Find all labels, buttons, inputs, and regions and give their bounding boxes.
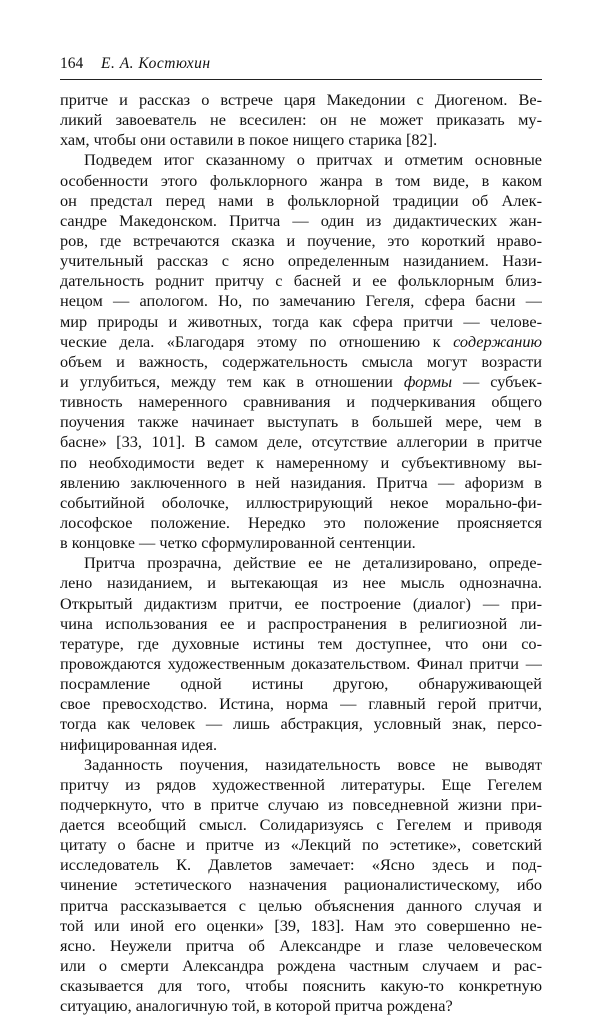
text-line: хам, чтобы они оставили в покое нищего старика [82]. — [60, 130, 438, 150]
text-line: или о смерти Александра рождена частным случаем и рас- — [60, 956, 542, 976]
text-line: ческие дела. «Благодаря этому по отношению к содержанию — [60, 331, 542, 351]
text-line: притче и рассказ о встрече царя Македонии с Диогеном. Ве- — [60, 90, 542, 109]
header-rule — [60, 79, 542, 80]
text-line: и углубиться, между тем как в отношении формы — субъек- — [60, 371, 542, 391]
text-line: тературе, где духовные истины тем доступнее, что они со- — [60, 633, 542, 653]
text-line: поучения также начинает выступать в большей мере, чем в — [60, 412, 542, 432]
paragraph — [60, 90, 542, 150]
text-line: притчу из рядов художественной литературы. Еще Гегелем — [60, 774, 542, 794]
page-number: 164 — [60, 55, 84, 72]
running-title: Е. А. Костюхин — [101, 55, 211, 72]
text-line: дательность роднит притчу с басней и ее фольклорным близ- — [60, 271, 542, 291]
text-line: ров, где встречаются сказка и поучение, это короткий нраво- — [60, 230, 542, 250]
text-line: тогда как человек — лишь абстракция, условный знак, персо- — [60, 714, 542, 734]
text-line: Заданность поучения, назидательность вовсе не выводят — [84, 754, 542, 774]
text-line: явлению заключенного в ней назидания. Притча — афоризм в — [60, 472, 542, 492]
text-line: нифицированная идея. — [60, 734, 218, 754]
text-line: Подведем итог сказанному о притчах и отметим основные — [84, 150, 542, 170]
text-line: по необходимости ведет к намеренному и субъективному вы- — [60, 452, 542, 472]
text-line: исследователь К. Давлетов замечает: «Ясно здесь и под- — [60, 855, 542, 875]
text-line: учительный рассказ с ясно определенным назиданием. Нази- — [60, 251, 542, 271]
text-line: притча рассказывается с целью объяснения данного случая и — [60, 895, 542, 915]
text-line: нецом — апологом. Но, по замечанию Гегеля, сфера басни — — [60, 291, 542, 311]
text-line: ситуацию, аналогичную той, в которой притча рождена? — [60, 996, 453, 1016]
text-line: в концовке — четко сформулированной сентенции. — [60, 533, 416, 553]
text-line: особенности этого фольклорного жанра в том виде, в каком — [60, 170, 542, 190]
text-line: Открытый дидактизм притчи, ее построение (диалог) — при- — [60, 593, 542, 613]
text-line: лено назиданием, и вытекающая из нее мысль однозначна. — [60, 573, 542, 593]
paragraph — [60, 553, 542, 754]
text-line: свое превосходство. Истина, норма — главный герой притчи, — [60, 694, 542, 714]
text-line: той или иной его оценки» [39, 183]. Нам это совершенно не- — [60, 915, 542, 935]
text-line: посрамление одной истины другою, обнаруживающей — [60, 674, 542, 694]
text-line: дается всеобщий смысл. Солидаризуясь с Гегелем и приводя — [60, 815, 542, 835]
text-line: басне» [33, 101]. В самом деле, отсутствие аллегории в притче — [60, 432, 542, 452]
text-line: чина использования ее и распространения в религиозной ли- — [60, 613, 542, 633]
text-line: подчеркнуто, что в притче случаю из повседневной жизни при- — [60, 794, 542, 814]
text-line: событийной оболочке, иллюстрирующий некое морально-фи- — [60, 492, 542, 512]
text-line: объем и важность, содержательность смысла могут возрасти — [60, 351, 542, 371]
paragraph — [60, 755, 542, 1016]
paragraph — [60, 150, 542, 553]
text-line: Притча прозрачна, действие ее не детализировано, опреде- — [84, 553, 542, 573]
text-line: чинение эстетического назначения рационалистическому, ибо — [60, 875, 542, 895]
text-line: он предстал перед нами в фольклорной традиции об Алек- — [60, 190, 542, 210]
text-line: сандре Македонском. Притча — один из дидактических жан- — [60, 210, 542, 230]
text-line: лософское положение. Нередко это положение проясняется — [60, 512, 542, 532]
text-line: сказывается для того, чтобы пояснить какую-то конкретную — [60, 976, 542, 996]
emphasis: формы — [403, 371, 453, 391]
text-line: цитату о басне и притче из «Лекций по эстетике», советский — [60, 835, 542, 855]
body-text — [60, 90, 542, 1016]
text-line: мир природы и животных, тогда как сфера притчи — челове- — [60, 311, 542, 331]
text-line: ликий завоеватель не всесилен: он не может приказать му- — [60, 110, 542, 130]
running-header — [60, 50, 542, 80]
text-line: тивность намеренного сравнивания и подчеркивания общего — [60, 392, 542, 412]
emphasis: содержанию — [453, 331, 542, 351]
text-line: ясно. Неужели притча об Александре и глазе человеческом — [60, 935, 542, 955]
text-line: провождаются художественным доказательством. Финал притчи — — [60, 653, 542, 673]
